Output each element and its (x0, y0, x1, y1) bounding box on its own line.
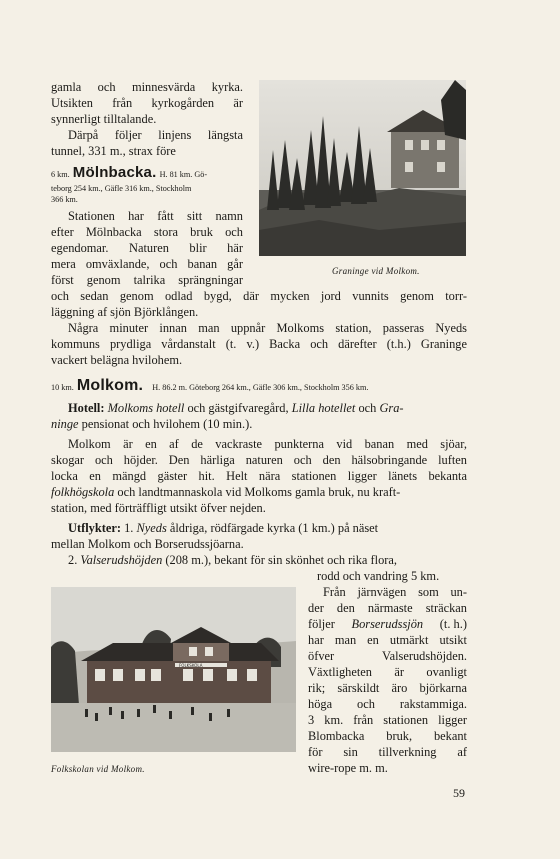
text-line: Blombacka bruk, bekant (308, 729, 467, 743)
text-line: läggning af sjön Björklången. (51, 305, 199, 319)
text-line: egendomar. Naturen blir här (51, 241, 243, 255)
text-line: Växtligheten är ovanligt (308, 665, 467, 679)
text-line: ninge pensionat och hvilohem (10 min.). (51, 417, 253, 431)
station-info: teborg 254 km., Gäfle 316 km., Stockholm (51, 184, 192, 193)
text-line: wire-rope m. m. (308, 761, 388, 775)
text-line: mera omväxlande, och banan går (51, 257, 243, 271)
text-line: öfver Valserudshöjden. (308, 649, 467, 663)
text-line: rik; särskildt äro björkarna (308, 681, 467, 695)
text-line: först genom talrika sprängningar (51, 273, 243, 287)
text-line: Några minuter innan man uppnår Molkoms station, passeras Nyeds (68, 321, 467, 335)
excursions-line: Utflykter: 1. Nyeds åldriga, rödfärgade kyrka (1 km.) på näset (68, 521, 379, 535)
text-line: tunnel, 331 m., strax före (51, 144, 176, 158)
text-line: och sedan genom odlad bygd, där mycken jord vunnits genom torr- (51, 289, 467, 303)
hotel-line: Hotell: Molkoms hotell och gästgifvaregård, Lilla hotellet och Gra- (68, 401, 404, 415)
text-line: Därpå följer linjens längsta (68, 128, 243, 142)
text-line: Från järnvägen som un- (323, 585, 467, 599)
station-info: 366 km. (51, 195, 78, 204)
text-line: 2. Valserudshöjden (208 m.), bekant för sin skönhet och rika flora, (68, 553, 397, 567)
station-heading-molkom: 10 km. Molkom. H. 86.2 m. Göteborg 264 km., Gäfle 306 km., Stockholm 356 km. (51, 377, 369, 394)
text-line: der den närmaste sträckan (308, 601, 467, 615)
text-line: skogar och höjder. Den härliga naturen och den hälsobringande luften (51, 453, 467, 467)
station-heading-molnbacka: 6 km. Mölnbacka. H. 81 km. Gö- (51, 164, 208, 181)
text-line: vackert belägna hvilohem. (51, 353, 183, 367)
text-line: folkhögskola och landtmannaskola vid Molkoms gamla bruk, nu kraft- (51, 485, 401, 499)
text-line: synnerligt tilltalande. (51, 112, 157, 126)
text-line: Stationen har fått sitt namn (68, 209, 243, 223)
text-line: locka en mängd gäster hit. Helt nära stationen ligger länets bekanta (51, 469, 467, 483)
text-line: Molkom är en af de vackraste punkterna vid banan med sjöar, (68, 437, 467, 451)
text-line: rodd och vandring 5 km. (317, 569, 440, 583)
text-line: för sin tillverkning af (308, 745, 467, 759)
text-line: följer Borserudssjön (t. h.) (308, 617, 467, 631)
photo-caption: Graninge vid Molkom. (332, 266, 420, 276)
page-number: 59 (453, 786, 465, 800)
text-line: gamla och minnesvärda kyrka. (51, 80, 243, 94)
text-line: 3 km. från stationen ligger (308, 713, 467, 727)
text-line: Utsikten från kyrkogården är (51, 96, 243, 110)
text-line: mellan Molkom och Borserudssjöarna. (51, 537, 244, 551)
text-line: station, med förträffligt utsikt öfver nejden. (51, 501, 266, 515)
text-line: har man en utmärkt utsikt (308, 633, 467, 647)
school-sign-text: FOLKSKOLA (179, 663, 203, 668)
text-line: efter Mölnbacka stora bruk och (51, 225, 243, 239)
text-line: kommuns prydliga vårdanstalt (t. v.) Backa och därefter (t.h.) Graninge (51, 337, 467, 351)
photo-folkskolan (51, 587, 296, 752)
photo-caption: Folkskolan vid Molkom. (51, 764, 145, 774)
photo-graninge (259, 80, 466, 256)
text-line: höga och rakstammiga. (308, 697, 467, 711)
